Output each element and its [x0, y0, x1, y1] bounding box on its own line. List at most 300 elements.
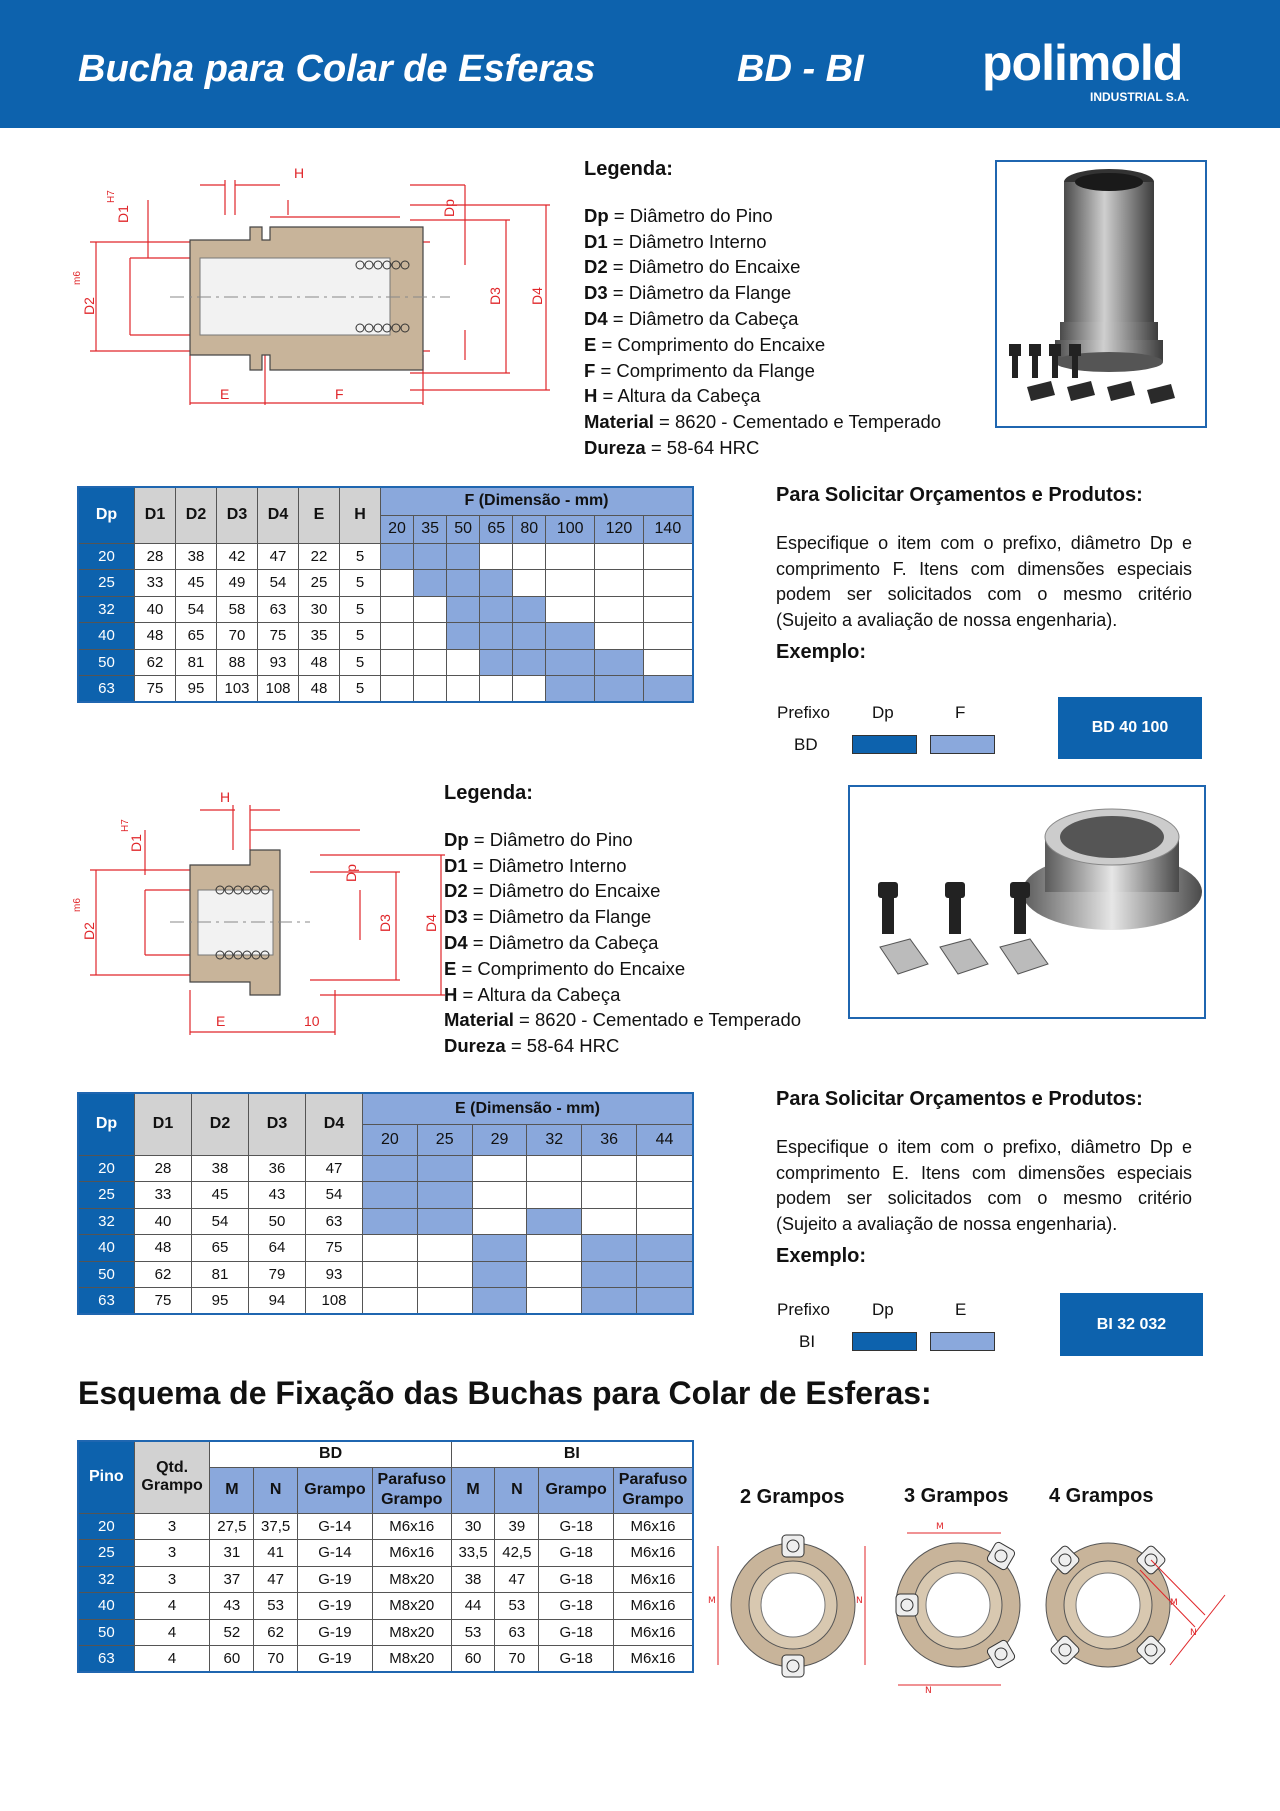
table-cell: 28 [135, 1155, 192, 1182]
bi-legend [444, 781, 844, 1059]
table-cell: 41 [254, 1540, 298, 1567]
available-cell [363, 1155, 418, 1182]
empty-cell [643, 570, 693, 597]
table-row [78, 1566, 693, 1593]
table-cell: 64 [249, 1235, 306, 1262]
table-cell: 50 [78, 1261, 135, 1288]
empty-cell [546, 596, 595, 623]
bd-product-photo [995, 160, 1207, 428]
table-cell: 5 [340, 623, 381, 650]
available-cell [636, 1261, 693, 1288]
empty-cell [527, 1288, 582, 1315]
available-cell [447, 570, 480, 597]
bi-dim-dp: Dp [343, 864, 359, 882]
legend-item: D1 = Diâmetro Interno [584, 230, 767, 252]
table-cell: M6x16 [614, 1540, 693, 1567]
table-cell: 63 [78, 1288, 135, 1315]
table-row [78, 676, 693, 703]
th-length-36: 36 [582, 1124, 637, 1155]
table-cell: 5 [340, 649, 381, 676]
dim-m-3: M [936, 1522, 944, 1532]
available-cell [513, 596, 546, 623]
th-length-140: 140 [643, 515, 693, 543]
table-cell: 20 [78, 1513, 134, 1540]
table-cell: 20 [78, 1155, 135, 1182]
table-cell: 3 [134, 1540, 210, 1567]
table-cell: 38 [176, 543, 217, 570]
table-row [78, 1288, 693, 1315]
bd-dim-d3: D3 [487, 287, 503, 305]
th-length-29: 29 [472, 1124, 527, 1155]
table-cell: M6x16 [372, 1513, 451, 1540]
empty-cell [643, 649, 693, 676]
table-row [78, 543, 693, 570]
table-cell: 25 [299, 570, 340, 597]
th-length-44: 44 [636, 1124, 693, 1155]
label-3-grampos: 3 Grampos [904, 1485, 1009, 1507]
bd-technical-drawing [70, 155, 570, 420]
table-row [78, 1540, 693, 1567]
available-cell [636, 1235, 693, 1262]
bd-dp-bar [852, 735, 917, 754]
empty-cell [417, 1261, 472, 1288]
bi-order-title: Para Solicitar Orçamentos e Produtos: [776, 1088, 1143, 1110]
empty-cell [636, 1155, 693, 1182]
table-cell: G-14 [298, 1513, 373, 1540]
legend-item: Material = 8620 - Cementado e Temperado [584, 411, 942, 433]
empty-cell [472, 1208, 527, 1235]
available-cell [643, 676, 693, 703]
dim-m-4: M [1170, 1598, 1178, 1608]
empty-cell [414, 623, 447, 650]
table-cell: 27,5 [210, 1513, 254, 1540]
table-cell: 37 [210, 1566, 254, 1593]
bd-dimension-table [77, 486, 694, 703]
available-cell [527, 1208, 582, 1235]
table-cell: 54 [258, 570, 299, 597]
bd-dim-h: H [294, 165, 305, 181]
th-n: N [495, 1467, 539, 1513]
table-cell: 95 [192, 1288, 249, 1315]
fixation-table [77, 1440, 694, 1673]
legend-item: D4 = Diâmetro da Cabeça [444, 931, 659, 953]
table-cell: G-18 [539, 1646, 614, 1673]
table-cell: 25 [78, 570, 135, 597]
table-cell: 32 [78, 1566, 134, 1593]
available-cell [472, 1235, 527, 1262]
empty-cell [595, 543, 644, 570]
bd-dim-m6: m6 [72, 271, 83, 285]
available-cell [582, 1235, 637, 1262]
available-cell [513, 623, 546, 650]
table-cell: M8x20 [372, 1566, 451, 1593]
table-cell: 42 [217, 543, 258, 570]
table-row [78, 1646, 693, 1673]
th-bi-group: BI [451, 1441, 693, 1467]
available-cell [447, 596, 480, 623]
th-f-group: F (Dimensão - mm) [381, 487, 694, 515]
empty-cell [414, 596, 447, 623]
legend-item: Material = 8620 - Cementado e Temperado [444, 1009, 802, 1031]
table-cell: M6x16 [614, 1566, 693, 1593]
table-cell: G-19 [298, 1566, 373, 1593]
table-cell: 43 [249, 1182, 306, 1209]
legend-item: H = Altura da Cabeça [444, 983, 621, 1005]
table-cell: M6x16 [614, 1513, 693, 1540]
empty-cell [381, 570, 414, 597]
bi-dim-d1: D1 [128, 834, 144, 852]
table-cell: G-19 [298, 1619, 373, 1646]
empty-cell [595, 570, 644, 597]
empty-cell [527, 1261, 582, 1288]
bi-prefix-label: Prefixo [777, 1300, 830, 1319]
empty-cell [363, 1261, 418, 1288]
th-e-group: E (Dimensão - mm) [363, 1093, 694, 1124]
table-cell: 50 [78, 649, 135, 676]
bi-example-code: BI 32 032 [1060, 1293, 1203, 1356]
table-cell: 40 [135, 596, 176, 623]
table-cell: M6x16 [614, 1619, 693, 1646]
available-cell [414, 543, 447, 570]
bi-technical-drawing [70, 789, 439, 1040]
th-length-100: 100 [546, 515, 595, 543]
th-m: M [451, 1467, 495, 1513]
table-cell: 3 [134, 1566, 210, 1593]
table-cell: 5 [340, 543, 381, 570]
bi-product-photo [848, 785, 1206, 1019]
empty-cell [582, 1182, 637, 1209]
table-cell: 54 [176, 596, 217, 623]
bd-dim-dp: Dp [441, 199, 457, 217]
empty-cell [381, 676, 414, 703]
table-cell: 48 [135, 1235, 192, 1262]
table-cell: 36 [249, 1155, 306, 1182]
th-m: M [210, 1467, 254, 1513]
th-d2: D2 [176, 487, 217, 543]
table-cell: 47 [254, 1566, 298, 1593]
table-row [78, 596, 693, 623]
table-cell: 20 [78, 543, 135, 570]
table-cell: 75 [258, 623, 299, 650]
bi-dim-e: E [216, 1013, 226, 1029]
table-cell: 35 [299, 623, 340, 650]
th-length-25: 25 [417, 1124, 472, 1155]
available-cell [480, 649, 513, 676]
table-cell: 40 [78, 623, 135, 650]
legend-item: Dp = Diâmetro do Pino [584, 204, 773, 226]
table-cell: 47 [306, 1155, 363, 1182]
table-cell: 48 [135, 623, 176, 650]
available-cell [546, 676, 595, 703]
table-cell: 48 [299, 649, 340, 676]
dim-n-2: N [856, 1596, 863, 1606]
th-length-32: 32 [527, 1124, 582, 1155]
empty-cell [527, 1235, 582, 1262]
available-cell [636, 1288, 693, 1315]
product-code: BD - BI [737, 48, 864, 90]
available-cell [546, 623, 595, 650]
table-cell: 22 [299, 543, 340, 570]
available-cell [595, 676, 644, 703]
table-cell: 103 [217, 676, 258, 703]
table-cell: 4 [134, 1646, 210, 1673]
table-cell: 75 [135, 676, 176, 703]
table-row [78, 1593, 693, 1620]
table-cell: 70 [217, 623, 258, 650]
bi-order-info [776, 1088, 1192, 1268]
bd-prefix-label: Prefixo [777, 703, 830, 722]
empty-cell [480, 543, 513, 570]
legend-item: E = Comprimento do Encaixe [444, 957, 686, 979]
bd-order-text: Especifique o item com o prefixo, diâmetro Dp e comprimento F. Itens com dimensões especiais podem ser solicitados com o mesmo critério (Sujeito a avaliação de nossa engenharia). [776, 533, 1192, 630]
table-cell: 93 [258, 649, 299, 676]
table-cell: 53 [451, 1619, 495, 1646]
th-d1: D1 [135, 487, 176, 543]
th-pino: Pino [78, 1441, 134, 1513]
table-cell: 63 [78, 1646, 134, 1673]
empty-cell [363, 1288, 418, 1315]
empty-cell [472, 1155, 527, 1182]
empty-cell [417, 1235, 472, 1262]
empty-cell [414, 649, 447, 676]
empty-cell [381, 596, 414, 623]
table-cell: 49 [217, 570, 258, 597]
bd-dim-d4: D4 [529, 287, 545, 305]
table-cell: 81 [192, 1261, 249, 1288]
dim-m-2: M [708, 1596, 716, 1606]
available-cell [363, 1208, 418, 1235]
bd-f-label: F [955, 703, 966, 722]
table-row [78, 1208, 693, 1235]
table-cell: 25 [78, 1540, 134, 1567]
table-cell: M6x16 [372, 1540, 451, 1567]
th-grampo: Grampo [539, 1467, 614, 1513]
bi-order-text: Especifique o item com o prefixo, diâmetro Dp e comprimento E. Itens com dimensões especiais podem ser solicitados com o mesmo critério (Sujeito a avaliação de nossa engenharia). [776, 1137, 1192, 1234]
empty-cell [513, 543, 546, 570]
table-cell: 37,5 [254, 1513, 298, 1540]
th-length-20: 20 [381, 515, 414, 543]
th-d2: D2 [192, 1093, 249, 1155]
table-cell: 50 [78, 1619, 134, 1646]
table-cell: G-18 [539, 1619, 614, 1646]
empty-cell [595, 623, 644, 650]
table-cell: 42,5 [495, 1540, 539, 1567]
empty-cell [480, 676, 513, 703]
bd-example-code: BD 40 100 [1058, 697, 1202, 759]
bd-f-bar [930, 735, 995, 754]
empty-cell [447, 676, 480, 703]
table-cell: 33,5 [451, 1540, 495, 1567]
th-d4: D4 [306, 1093, 363, 1155]
table-cell: 43 [210, 1593, 254, 1620]
table-cell: 79 [249, 1261, 306, 1288]
available-cell [472, 1261, 527, 1288]
legend-item: F = Comprimento da Flange [584, 359, 815, 381]
th-length-65: 65 [480, 515, 513, 543]
bd-prefix-value: BD [794, 735, 818, 754]
table-row [78, 1513, 693, 1540]
th-dp: Dp [78, 487, 135, 543]
th-parafuso: Parafuso Grampo [614, 1467, 693, 1513]
available-cell [472, 1288, 527, 1315]
empty-cell [527, 1182, 582, 1209]
fixation-title: Esquema de Fixação das Buchas para Colar de Esferas: [78, 1375, 932, 1411]
header-bar [0, 0, 1280, 128]
logo-subtitle: INDUSTRIAL S.A. [1090, 90, 1190, 104]
table-cell: M8x20 [372, 1593, 451, 1620]
dim-n-4: N [1190, 1628, 1197, 1638]
bi-dim-d4: D4 [423, 914, 439, 932]
empty-cell [546, 543, 595, 570]
table-cell: 94 [249, 1288, 306, 1315]
table-cell: M8x20 [372, 1619, 451, 1646]
table-cell: 63 [495, 1619, 539, 1646]
table-cell: 75 [306, 1235, 363, 1262]
legend-item: D1 = Diâmetro Interno [444, 854, 627, 876]
table-cell: 39 [495, 1513, 539, 1540]
empty-cell [381, 623, 414, 650]
empty-cell [582, 1155, 637, 1182]
table-cell: 60 [451, 1646, 495, 1673]
th-e: E [299, 487, 340, 543]
th-length-20: 20 [363, 1124, 418, 1155]
available-cell [414, 570, 447, 597]
bi-e-bar [930, 1332, 995, 1351]
th-qtd-grampo: Qtd. Grampo [134, 1441, 210, 1513]
empty-cell [414, 676, 447, 703]
table-cell: 48 [299, 676, 340, 703]
table-row [78, 1619, 693, 1646]
table-cell: 30 [451, 1513, 495, 1540]
bi-dim-h: H [220, 789, 231, 805]
table-row [78, 649, 693, 676]
table-row [78, 1261, 693, 1288]
table-cell: 62 [135, 649, 176, 676]
empty-cell [595, 596, 644, 623]
empty-cell [636, 1208, 693, 1235]
available-cell [417, 1182, 472, 1209]
th-dp: Dp [78, 1093, 135, 1155]
empty-cell [513, 676, 546, 703]
table-cell: G-14 [298, 1540, 373, 1567]
table-cell: 60 [210, 1646, 254, 1673]
legend-item: H = Altura da Cabeça [584, 385, 761, 407]
available-cell [595, 649, 644, 676]
clamp-layout-drawings [700, 1515, 1220, 1695]
available-cell [582, 1261, 637, 1288]
bi-dp-bar [852, 1332, 917, 1351]
table-cell: 58 [217, 596, 258, 623]
table-cell: M6x16 [614, 1646, 693, 1673]
bi-dim-d2: D2 [81, 922, 97, 940]
table-cell: 81 [176, 649, 217, 676]
table-cell: 70 [254, 1646, 298, 1673]
table-cell: 40 [78, 1593, 134, 1620]
table-row [78, 570, 693, 597]
table-cell: 30 [299, 596, 340, 623]
table-cell: 75 [135, 1288, 192, 1315]
table-cell: 5 [340, 570, 381, 597]
available-cell [447, 623, 480, 650]
table-cell: 31 [210, 1540, 254, 1567]
table-cell: G-18 [539, 1513, 614, 1540]
table-cell: 38 [192, 1155, 249, 1182]
legend-item: Dureza = 58-64 HRC [444, 1035, 620, 1057]
bd-dp-label: Dp [872, 703, 894, 722]
table-cell: 5 [340, 676, 381, 703]
table-cell: 28 [135, 543, 176, 570]
table-cell: 40 [135, 1208, 192, 1235]
table-row [78, 1155, 693, 1182]
table-cell: M8x20 [372, 1646, 451, 1673]
th-d3: D3 [217, 487, 258, 543]
empty-cell [513, 570, 546, 597]
legend-item: D3 = Diâmetro da Flange [444, 906, 652, 928]
table-cell: 38 [451, 1566, 495, 1593]
table-cell: 93 [306, 1261, 363, 1288]
empty-cell [546, 570, 595, 597]
bd-order-info [776, 484, 1192, 664]
table-row [78, 623, 693, 650]
legend-item: D2 = Diâmetro do Encaixe [444, 880, 661, 902]
bd-legend [584, 157, 984, 461]
bd-dim-f: F [335, 386, 344, 402]
legend-item: D4 = Diâmetro da Cabeça [584, 307, 799, 329]
table-cell: 32 [78, 1208, 135, 1235]
th-d4: D4 [258, 487, 299, 543]
table-row [78, 1235, 693, 1262]
legend-item: E = Comprimento do Encaixe [584, 333, 826, 355]
dim-n-3: N [925, 1686, 932, 1696]
table-cell: 3 [134, 1513, 210, 1540]
bi-prefix-value: BI [799, 1332, 816, 1351]
bd-dim-h7: H7 [106, 190, 117, 203]
table-cell: 50 [249, 1208, 306, 1235]
empty-cell [447, 649, 480, 676]
bi-legend-title: Legenda: [444, 782, 533, 804]
available-cell [480, 596, 513, 623]
bi-example-label: Exemplo: [776, 1245, 867, 1267]
bi-dim-d3: D3 [377, 914, 393, 932]
th-length-35: 35 [414, 515, 447, 543]
bd-dim-e: E [220, 386, 230, 402]
table-cell: 4 [134, 1593, 210, 1620]
bi-dim-m6: m6 [72, 898, 83, 912]
th-length-120: 120 [595, 515, 644, 543]
table-cell: 70 [495, 1646, 539, 1673]
table-row [78, 1182, 693, 1209]
legend-item: D3 = Diâmetro da Flange [584, 282, 792, 304]
table-cell: G-19 [298, 1593, 373, 1620]
legend-item: Dp = Diâmetro do Pino [444, 828, 633, 850]
table-cell: 63 [258, 596, 299, 623]
table-cell: 62 [254, 1619, 298, 1646]
bd-order-title: Para Solicitar Orçamentos e Produtos: [776, 484, 1143, 506]
empty-cell [582, 1208, 637, 1235]
empty-cell [381, 649, 414, 676]
table-cell: 63 [306, 1208, 363, 1235]
bd-dim-d2: D2 [81, 297, 97, 315]
th-grampo: Grampo [298, 1467, 373, 1513]
table-cell: 47 [258, 543, 299, 570]
table-cell: G-18 [539, 1540, 614, 1567]
table-cell: 65 [192, 1235, 249, 1262]
table-cell: G-18 [539, 1566, 614, 1593]
table-cell: 47 [495, 1566, 539, 1593]
th-parafuso: Parafuso Grampo [372, 1467, 451, 1513]
th-length-80: 80 [513, 515, 546, 543]
available-cell [447, 543, 480, 570]
